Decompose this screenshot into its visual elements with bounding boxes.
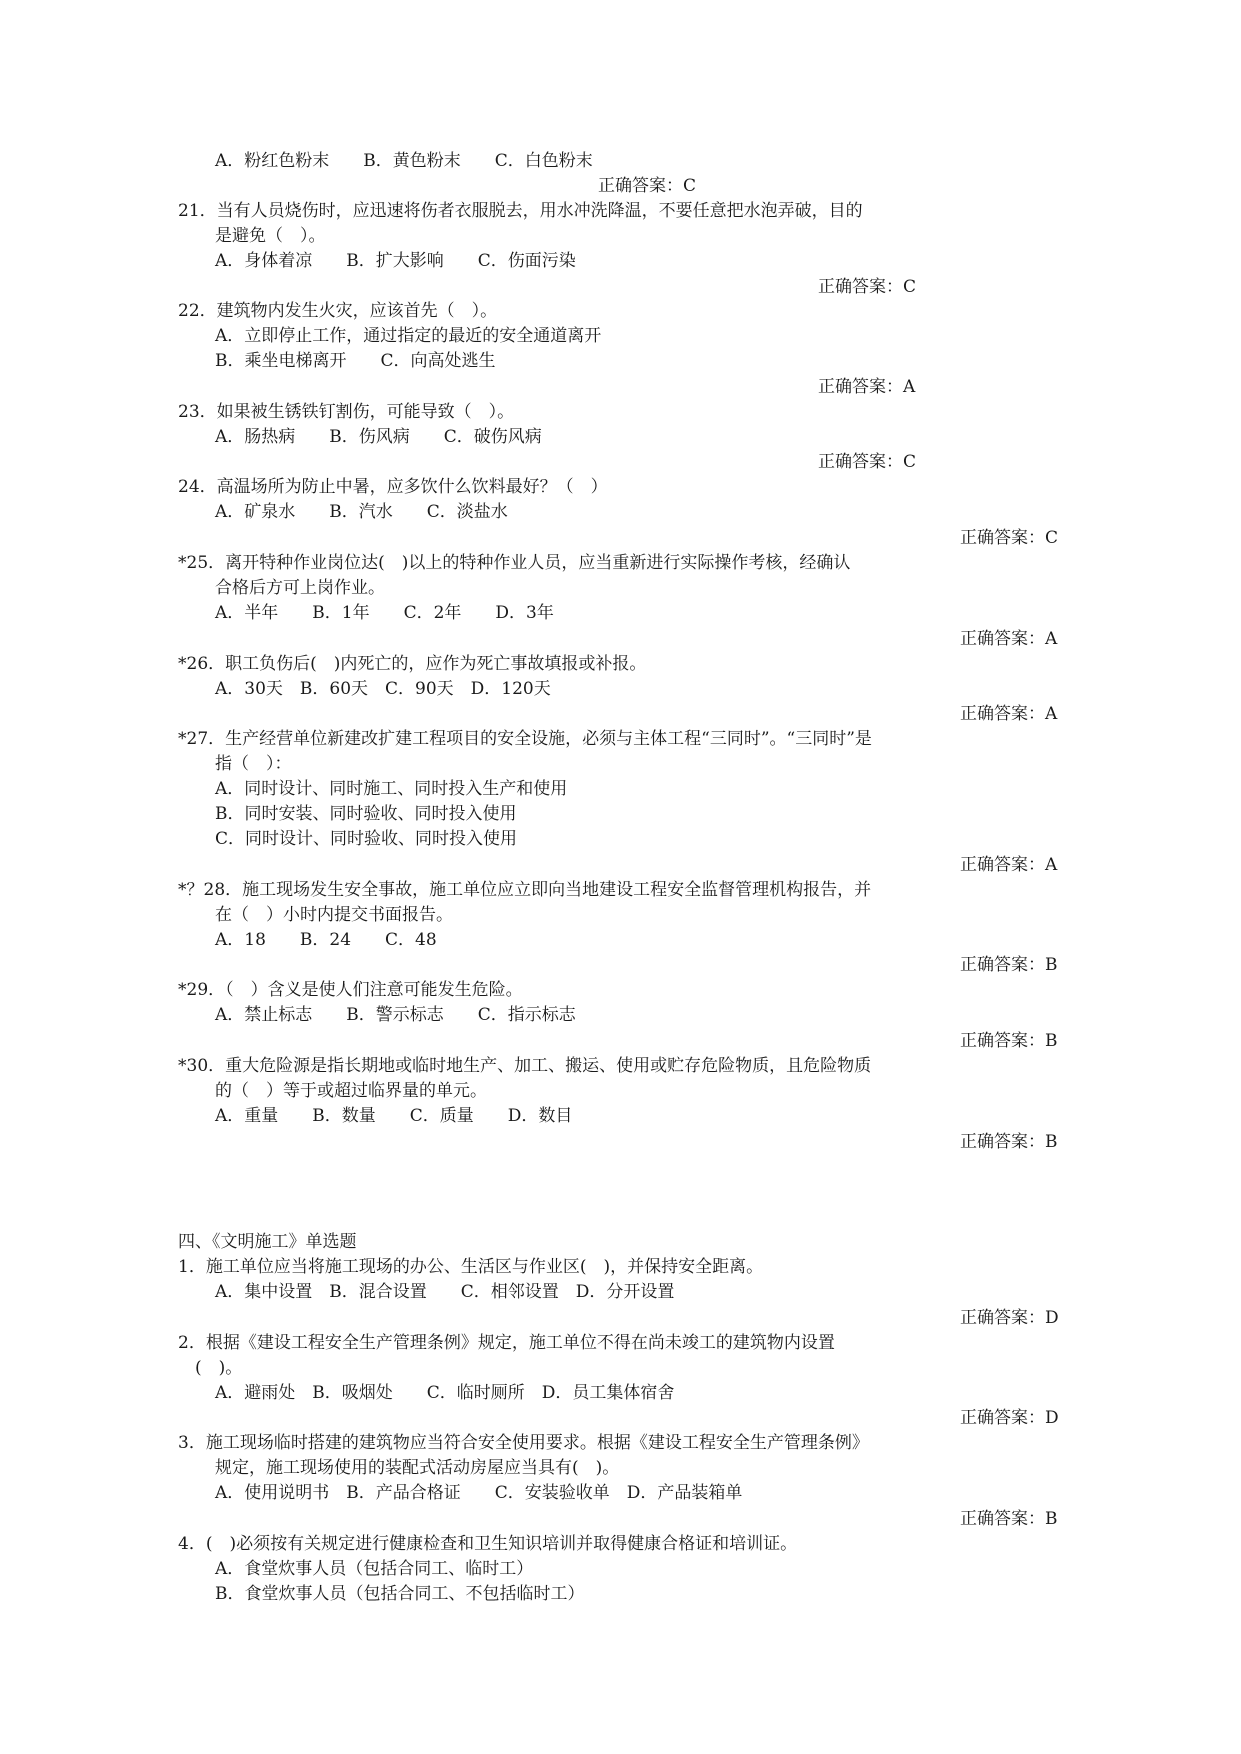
answer-30: 正确答案：B: [960, 1132, 1058, 1152]
question-28-stem: *？28．施工现场发生安全事故，施工单位应立即向当地建设工程安全监督管理机构报告，并: [178, 880, 872, 900]
question-25-stem: *25．离开特种作业岗位达( )以上的特种作业人员，应当重新进行实际操作考核，经确认: [178, 553, 851, 573]
section-question-2-stem-cont: ( )。: [195, 1358, 243, 1378]
question-27-stem-cont: 指（ ）：: [215, 754, 292, 774]
question-28-options: A．18 B．24 C．48: [215, 930, 437, 950]
question-20-options: A．粉红色粉末 B．黄色粉末 C．白色粉末: [215, 151, 593, 171]
question-27-option-b: B．同时安装、同时验收、同时投入使用: [215, 804, 517, 824]
section-question-1-options: A．集中设置 B．混合设置 C．相邻设置 D．分开设置: [215, 1282, 675, 1302]
question-29-stem: *29．（ ）含义是使人们注意可能发生危险。: [178, 980, 523, 1000]
answer-26: 正确答案：A: [960, 704, 1058, 724]
question-30-stem: *30．重大危险源是指长期地或临时地生产、加工、搬运、使用或贮存危险物质，且危险物质: [178, 1056, 872, 1076]
question-25-stem-cont: 合格后方可上岗作业。: [215, 578, 385, 598]
question-30-stem-cont: 的（ ）等于或超过临界量的单元。: [215, 1081, 487, 1101]
answer-27: 正确答案：A: [960, 855, 1058, 875]
question-24-stem: 24．高温场所为防止中暑，应多饮什么饮料最好？（ ）: [178, 477, 608, 497]
answer-22: 正确答案：A: [818, 377, 916, 397]
question-30-options: A．重量 B．数量 C．质量 D．数目: [215, 1106, 573, 1126]
question-29-options: A．禁止标志 B．警示标志 C．指示标志: [215, 1005, 576, 1025]
section-question-3-options: A．使用说明书 B．产品合格证 C．安装验收单 D．产品装箱单: [215, 1483, 743, 1503]
question-23-stem: 23．如果被生锈铁钉割伤，可能导致（ ）。: [178, 402, 515, 422]
section-question-2-options: A．避雨处 B．吸烟处 C．临时厕所 D．员工集体宿舍: [215, 1383, 675, 1403]
section-answer-1: 正确答案：D: [960, 1308, 1059, 1328]
question-21-options: A．身体着凉 B．扩大影响 C．伤面污染: [215, 251, 576, 271]
question-24-options: A．矿泉水 B．汽水 C．淡盐水: [215, 502, 508, 522]
question-26-options: A．30天 B．60天 C．90天 D．120天: [215, 679, 551, 699]
question-21-stem-cont: 是避免（ ）。: [215, 226, 326, 246]
section-question-3-stem: 3．施工现场临时搭建的建筑物应当符合安全使用要求。根据《建设工程安全生产管理条例》: [178, 1433, 869, 1453]
question-27-stem: *27．生产经营单位新建改扩建工程项目的安全设施，必须与主体工程“三同时”。“三同时”是: [178, 729, 872, 749]
question-21-stem: 21．当有人员烧伤时，应迅速将伤者衣服脱去，用水冲洗降温，不要任意把水泡弄破，目的: [178, 201, 863, 221]
section-title: 四、《文明施工》单选题: [178, 1232, 357, 1252]
question-23-options: A．肠热病 B．伤风病 C．破伤风病: [215, 427, 542, 447]
question-27-option-c: C．同时设计、同时验收、同时投入使用: [215, 829, 518, 849]
question-22-stem: 22．建筑物内发生火灾，应该首先（ ）。: [178, 301, 498, 321]
section-question-4-option-a: A．食堂炊事人员（包括合同工、临时工）: [215, 1559, 534, 1579]
section-question-3-stem-cont: 规定，施工现场使用的装配式活动房屋应当具有( )。: [215, 1458, 620, 1478]
question-28-stem-cont: 在（ ）小时内提交书面报告。: [215, 905, 453, 925]
answer-23: 正确答案：C: [818, 452, 917, 472]
answer-21: 正确答案：C: [818, 277, 917, 297]
question-27-option-a: A．同时设计、同时施工、同时投入生产和使用: [215, 779, 568, 799]
question-25-options: A．半年 B．1年 C．2年 D．3年: [215, 603, 554, 623]
answer-20: 正确答案：C: [598, 176, 697, 196]
answer-24: 正确答案：C: [960, 528, 1059, 548]
answer-29: 正确答案：B: [960, 1031, 1058, 1051]
section-question-4-stem: 4．( )必须按有关规定进行健康检查和卫生知识培训并取得健康合格证和培训证。: [178, 1534, 798, 1554]
section-answer-2: 正确答案：D: [960, 1408, 1059, 1428]
section-question-2-stem: 2．根据《建设工程安全生产管理条例》规定，施工单位不得在尚未竣工的建筑物内设置: [178, 1333, 835, 1353]
section-answer-3: 正确答案：B: [960, 1509, 1058, 1529]
question-26-stem: *26．职工负伤后( )内死亡的，应作为死亡事故填报或补报。: [178, 654, 647, 674]
question-22-option-a: A．立即停止工作，通过指定的最近的安全通道离开: [215, 326, 602, 346]
answer-25: 正确答案：A: [960, 629, 1058, 649]
section-question-1-stem: 1．施工单位应当将施工现场的办公、生活区与作业区( )，并保持安全距离。: [178, 1257, 764, 1277]
answer-28: 正确答案：B: [960, 955, 1058, 975]
question-22-option-bc: B．乘坐电梯离开 C．向高处逃生: [215, 351, 496, 371]
section-question-4-option-b: B．食堂炊事人员（包括合同工、不包括临时工）: [215, 1584, 585, 1604]
